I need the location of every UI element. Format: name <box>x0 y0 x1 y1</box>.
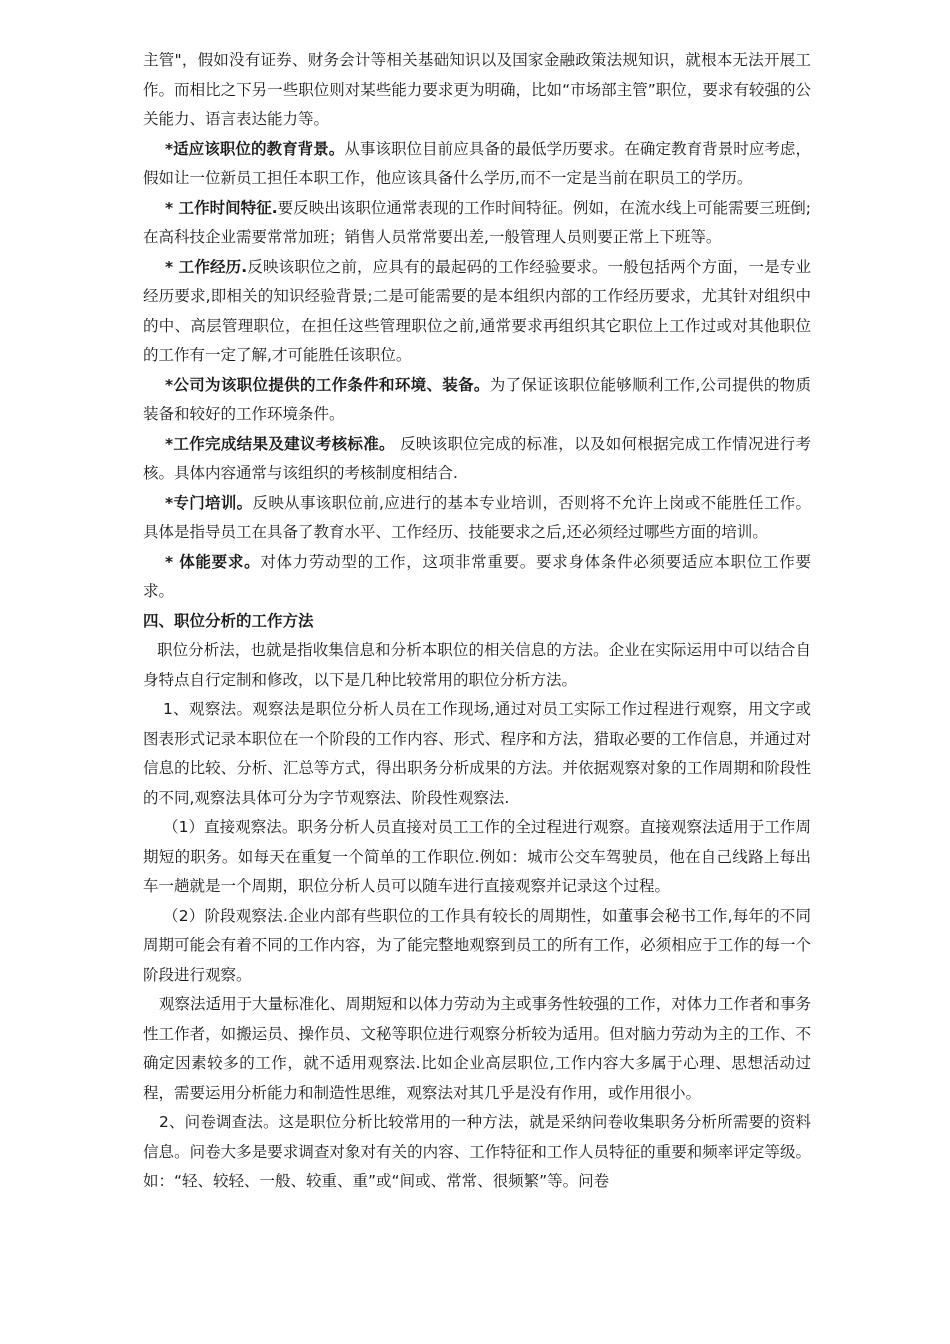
paragraph-text: 要反映出该职位通常表现的工作时间特征。例如，在流水线上可能需要三班倒;在高科技企业需要常常加班；销售人员常常要出差,一般管理人员则要正常上下班等。 <box>143 198 811 246</box>
paragraph-text: 反映该职位之前，应具有的最起码的工作经验要求。一般包括两个方面，一是专业经历要求,即相关的知识经验背景;二是可能需要的是本组织内部的工作经历要求，尤其针对组织中的中、高层管理职位，在担任这些管理职位之前,通常要求再组织其它职位上工作过或对其他职位的工作有一定了解,才可能胜任该职位。 <box>143 257 811 364</box>
body-paragraph: （1）直接观察法。职务分析人员直接对员工工作的全过程进行观察。直接观察法适用于工作周期短的职务。如每天在重复一个简单的工作职位.例如：城市公交车驾驶员，他在自己线路上每出车一趟就是一个周期，职位分析人员可以随车进行直接观察并记录这个过程。 <box>143 818 811 895</box>
paragraph-text: 为了保证该职位能够顺利工作,公司提供的物质装备和较好的工作环境条件。 <box>143 375 811 423</box>
paragraph-text: 主管"，假如没有证券、财务会计等相关基础知识以及国家金融政策法规知识，就根本无法开展工作。而相比之下另一些职位则对某些能力要求更为明确，比如“市场部主管”职位，要求有较强的公关能力、语言表达能力等。 <box>143 51 811 128</box>
paragraph-conditions <box>143 371 811 430</box>
body-paragraph: （2）阶段观察法.企业内部有些职位的工作具有较长的周期性，如董事会秘书工作,每年的不同周期可能会有着不同的工作内容，为了能完整地观察到员工的所有工作，必须相应于工作的每一个阶段进行观察。 <box>143 906 811 984</box>
paragraph-text: 反映从事该职位前,应进行的基本专业培训，否则将不允许上岗或不能胜任工作。具体是指导员工在具备了教育水平、工作经历、技能要求之后,还必须经过哪些方面的培训。 <box>143 493 812 541</box>
paragraph-work-experience <box>143 253 811 371</box>
paragraph-text: 反映该职位完成的标准，以及如何根据完成工作情况进行考核。具体内容通常与该组织的考核制度相结合. <box>143 434 812 482</box>
paragraph-training <box>143 489 811 548</box>
section-heading: 四、职位分析的工作方法 <box>143 611 314 630</box>
document-page <box>143 46 811 1197</box>
body-paragraph: 2、问卷调查法。这是职位分析比较常用的一种方法，就是采纳问卷收集职务分析所需要的资料信息。问卷大多是要求调查对象对有关的内容、工作特征和工作人员特征的重要和频率评定等级。如：“轻、较轻、一般、较重、重”或“间或、常常、很频繁”等。问卷 <box>143 1113 811 1190</box>
paragraph-lead: *专门培训。 <box>165 493 253 512</box>
body-paragraph: 职位分析法，也就是指收集信息和分析本职位的相关信息的方法。企业在实际运用中可以结合自身特点自行定制和修改，以下是几种比较常用的职位分析方法。 <box>143 641 811 689</box>
paragraph-work-time <box>143 194 811 253</box>
paragraph-results <box>143 430 811 489</box>
paragraph-lead: *适应该职位的教育背景。 <box>165 139 345 158</box>
body-paragraph: 1、观察法。观察法是职位分析人员在工作现场,通过对员工实际工作过程进行观察，用文字或图表形式记录本职位在一个阶段的工作内容、形式、程序和方法，猎取必要的工作信息，并通过对信息的比较、分析、汇总等方式，得出职务分析成果的方法。并依据观察对象的工作周期和阶段性的不同,观察法具体可分为字节观察法、阶段性观察法. <box>143 700 811 807</box>
paragraph-lead: *公司为该职位提供的工作条件和环境、装备。 <box>165 375 490 394</box>
body-paragraph: 观察法适用于大量标准化、周期短和以体力劳动为主或事务性较强的工作，对体力工作者和事务性工作者，如搬运员、操作员、文秘等职位进行观察分析较为适用。但对脑力劳动为主的工作、不确定因素较多的工作，就不适用观察法.比如企业高层职位,工作内容大多属于心理、思想活动过程，需要运用分析能力和制造性思维，观察法对其几乎是没有作用，或作用很小。 <box>143 995 811 1102</box>
paragraph-lead: * 工作经历. <box>165 257 248 276</box>
paragraph-intro-continuation <box>143 46 811 135</box>
paragraph-lead: * 工作时间特征. <box>165 198 278 217</box>
paragraph-education <box>143 135 811 194</box>
paragraph-lead: *工作完成结果及建议考核标准。 <box>165 434 395 453</box>
paragraph-physical <box>143 548 811 607</box>
paragraph-lead: * 体能要求。 <box>165 552 261 571</box>
paragraph-text: 从事该职位目前应具备的最低学历要求。在确定教育背景时应考虑，假如让一位新员工担任本职工作，他应该具备什么学历,而不一定是当前在职员工的学历。 <box>143 139 811 187</box>
paragraph-text: 对体力劳动型的工作，这项非常重要。要求身体条件必须要适应本职位工作要求。 <box>143 552 811 600</box>
